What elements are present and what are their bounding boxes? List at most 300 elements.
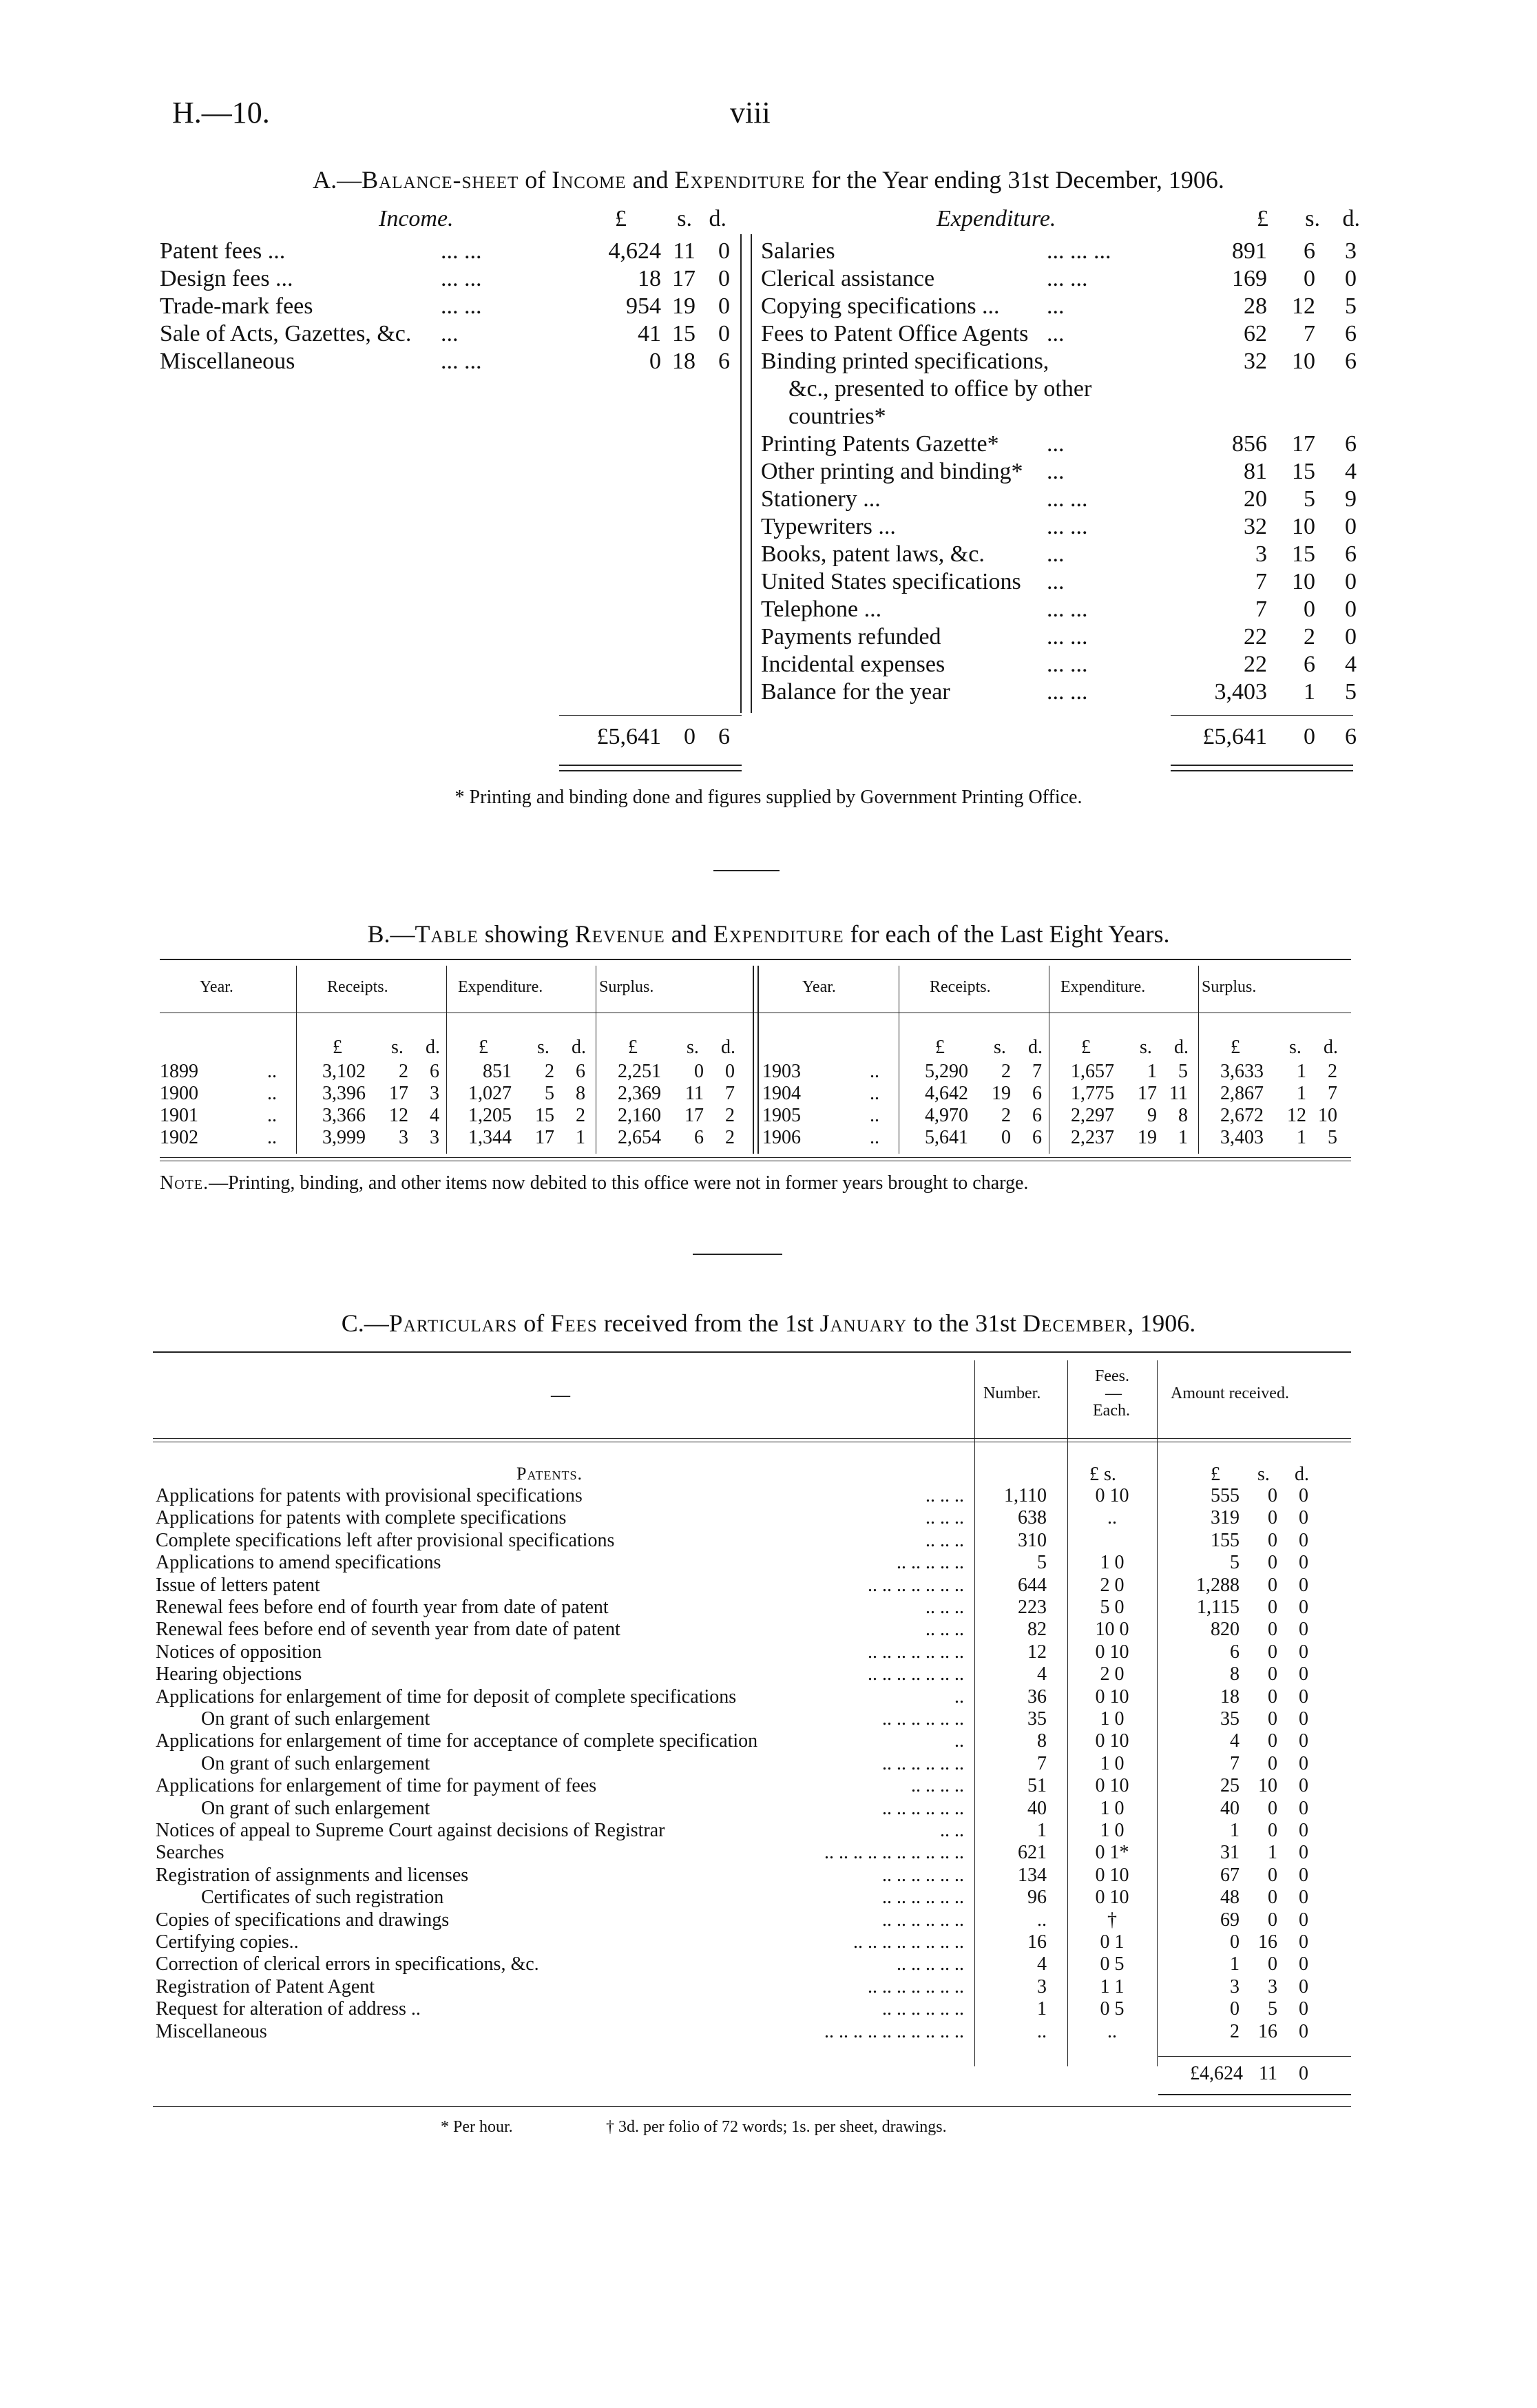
income-pence: 6 — [718, 349, 730, 374]
fee-item-dots: .. — [954, 1730, 964, 1752]
expenditure-dots: ... — [1047, 569, 1065, 594]
expenditure-label: Books, patent laws, &c. — [761, 541, 985, 567]
lsd-header-shilling: s. — [687, 1037, 699, 1058]
expenditure-total-pounds: £5,641 — [1202, 724, 1267, 749]
expenditure-label: Other printing and binding* — [761, 459, 1023, 484]
table-dots: .. — [267, 1083, 277, 1104]
table-pence: 2 — [725, 1127, 735, 1148]
expenditure-pounds: 20 — [1244, 486, 1267, 512]
fee-item-label: Registration of Patent Agent — [156, 1976, 375, 1997]
table-pounds: 3,999 — [322, 1127, 366, 1148]
table-pounds: 4,642 — [925, 1083, 968, 1104]
expenditure-pounds: 891 — [1232, 238, 1267, 264]
fee-item-pence: 0 — [1299, 1730, 1308, 1752]
fee-item-pence: 0 — [1299, 1753, 1308, 1774]
fee-item-each: 0 10 — [1095, 1730, 1129, 1752]
fee-item-number: 12 — [1027, 1641, 1047, 1663]
fee-item-each: 1 0 — [1100, 1798, 1125, 1819]
fee-item-shillings: 0 — [1268, 1641, 1277, 1663]
fee-item-each: 1 0 — [1100, 1820, 1125, 1841]
fee-item-dots: .. .. .. .. .. .. .. .. .. .. — [824, 2021, 964, 2042]
table-pence: 10 — [1318, 1105, 1337, 1126]
expenditure-lsd-header: £ — [1257, 206, 1268, 231]
income-shillings: 17 — [672, 266, 696, 291]
header-amount: Amount received. — [1171, 1384, 1289, 1402]
income-label: Patent fees ... — [160, 238, 286, 264]
income-total-shillings: 0 — [684, 724, 696, 749]
fee-item-shillings: 0 — [1268, 1909, 1277, 1931]
fee-item-each: 0 10 — [1095, 1887, 1129, 1908]
table-dots: .. — [267, 1127, 277, 1148]
table-column-rule — [1157, 1360, 1158, 2066]
income-heading: Income. — [379, 206, 454, 231]
table-pence: 6 — [1032, 1083, 1042, 1104]
table-header-expenditure: Expenditure. — [1060, 978, 1146, 996]
fee-item-pounds: 5 — [1230, 1552, 1240, 1573]
expenditure-pence: 4 — [1345, 652, 1357, 677]
income-pounds: 4,624 — [608, 238, 661, 264]
table-header-surplus: Surplus. — [599, 978, 654, 996]
income-pence: 0 — [718, 266, 730, 291]
table-year: 1900 — [160, 1083, 198, 1104]
fee-item-pence: 0 — [1299, 1663, 1308, 1685]
table-pence: 5 — [1328, 1127, 1337, 1148]
fee-item-pounds: 8 — [1230, 1663, 1240, 1685]
table-dots: .. — [267, 1105, 277, 1126]
expenditure-dots: ... ... — [1047, 652, 1088, 677]
expenditure-label: United States specifications — [761, 569, 1021, 594]
table-pounds: 1,027 — [468, 1083, 512, 1104]
expenditure-pence: 5 — [1345, 293, 1357, 319]
table-column-rule — [974, 1360, 975, 2066]
fee-item-pence: 0 — [1299, 1865, 1308, 1886]
expenditure-dots: ... ... — [1047, 486, 1088, 512]
fee-item-each: † — [1107, 1909, 1117, 1931]
fee-item-dots: .. .. .. — [926, 1485, 964, 1506]
income-total-pounds: £5,641 — [596, 724, 661, 749]
fee-item-dots: .. .. .. — [926, 1507, 964, 1528]
fee-item-each: 1 1 — [1100, 1976, 1125, 1997]
expenditure-pence: 6 — [1345, 541, 1357, 567]
income-lsd-header: £ — [615, 206, 627, 231]
fee-item-pounds: 1 — [1230, 1820, 1240, 1841]
fee-item-label: Request for alteration of address .. — [156, 1998, 421, 2020]
expenditure-total-pence: 6 — [1345, 724, 1357, 749]
expenditure-pence: 0 — [1345, 624, 1357, 650]
expenditure-shillings: 5 — [1304, 486, 1315, 512]
expenditure-dots: ... — [1047, 431, 1065, 457]
header-fees-dash: — — [1105, 1384, 1122, 1402]
fee-item-pounds: 1,288 — [1196, 1575, 1240, 1596]
expenditure-pounds: 32 — [1244, 349, 1267, 374]
expenditure-shillings: 0 — [1304, 596, 1315, 622]
table-shillings: 1 — [1297, 1061, 1306, 1082]
fee-item-dots: .. .. .. — [926, 1619, 964, 1640]
fee-item-dots: .. .. .. .. .. .. .. .. — [853, 1931, 964, 1953]
fee-item-dots: .. .. .. .. .. .. — [882, 1887, 964, 1908]
fee-item-shillings: 0 — [1268, 1730, 1277, 1752]
table-pence: 2 — [1328, 1061, 1337, 1082]
table-pence: 8 — [1178, 1105, 1188, 1126]
fee-item-dots: .. .. .. .. .. .. .. — [868, 1976, 964, 1997]
table-pence: 6 — [1032, 1105, 1042, 1126]
table-shillings: 0 — [1001, 1127, 1011, 1148]
expenditure-pence: 0 — [1345, 569, 1357, 594]
income-shillings: 11 — [673, 238, 696, 264]
fee-item-each: 0 5 — [1100, 1953, 1125, 1975]
expenditure-dots: ... ... — [1047, 266, 1088, 291]
fee-item-number: 644 — [1018, 1575, 1047, 1596]
fee-item-number: .. — [1037, 1909, 1047, 1931]
table-shillings: 1 — [1297, 1127, 1306, 1148]
fee-item-pounds: 1,115 — [1197, 1597, 1240, 1618]
table-year: 1903 — [762, 1061, 801, 1082]
fee-item-number: 16 — [1027, 1931, 1047, 1953]
section-c-title: C.—Particulars of Fees received from the 1st January to the 31st December, 1906. — [341, 1309, 1196, 1337]
expenditure-dots: ... ... — [1047, 596, 1088, 622]
expenditure-label: Stationery ... — [761, 486, 881, 512]
expenditure-dots: ... — [1047, 541, 1065, 567]
fee-item-shillings: 10 — [1258, 1775, 1277, 1796]
table-header-expenditure: Expenditure. — [458, 978, 543, 996]
expenditure-label: &c., presented to office by other — [788, 376, 1092, 402]
fee-item-pence: 0 — [1299, 1597, 1308, 1618]
expenditure-total-shillings: 0 — [1304, 724, 1315, 749]
expenditure-pounds: 62 — [1244, 321, 1267, 346]
income-pounds: 18 — [638, 266, 661, 291]
expenditure-pounds: 81 — [1244, 459, 1267, 484]
expenditure-label: Balance for the year — [761, 679, 950, 705]
fee-item-pounds: 25 — [1220, 1775, 1240, 1796]
table-shillings: 5 — [545, 1083, 554, 1104]
fee-item-pence: 0 — [1299, 1708, 1308, 1730]
section-a-footnote: * Printing and binding done and figures supplied by Government Printing Office. — [454, 787, 1083, 808]
table-pence: 1 — [1178, 1127, 1188, 1148]
table-rule — [153, 1351, 1351, 1353]
table-pounds: 5,641 — [925, 1127, 968, 1148]
table-shillings: 1 — [1297, 1083, 1306, 1104]
table-year: 1905 — [762, 1105, 801, 1126]
fee-item-pence: 0 — [1299, 1641, 1308, 1663]
fee-item-pounds: 7 — [1230, 1753, 1240, 1774]
fee-item-dots: .. — [954, 1686, 964, 1708]
income-pounds: 41 — [638, 321, 661, 346]
fee-item-shillings: 0 — [1268, 1753, 1277, 1774]
expenditure-shillings: 12 — [1292, 293, 1315, 319]
fee-item-number: 621 — [1018, 1842, 1047, 1863]
lsd-header-pence: d. — [426, 1037, 440, 1058]
table-pounds: 3,633 — [1220, 1061, 1264, 1082]
expenditure-pounds: 22 — [1244, 652, 1267, 677]
income-dots: ... — [441, 321, 459, 346]
fee-item-shillings: 0 — [1268, 1619, 1277, 1640]
fee-item-dots: .. .. .. .. .. .. — [882, 1909, 964, 1931]
expenditure-label: countries* — [788, 404, 886, 429]
income-label: Trade-mark fees — [160, 293, 313, 319]
expenditure-dots: ... ... — [1047, 679, 1088, 705]
income-dots: ... ... — [441, 238, 482, 264]
fee-item-pounds: 6 — [1230, 1641, 1240, 1663]
expenditure-shillings: 15 — [1292, 459, 1315, 484]
amount-total-shillings: 11 — [1259, 2063, 1277, 2084]
fee-item-shillings: 0 — [1268, 1953, 1277, 1975]
table-pence: 7 — [725, 1083, 735, 1104]
expenditure-lsd-header: s. — [1305, 206, 1320, 231]
table-shillings: 3 — [399, 1127, 408, 1148]
fee-item-each: 0 10 — [1095, 1865, 1129, 1886]
fee-item-number: 1,110 — [1004, 1485, 1047, 1506]
table-shillings: 17 — [535, 1127, 554, 1148]
expenditure-shillings: 10 — [1292, 349, 1315, 374]
fee-item-pounds: 555 — [1211, 1485, 1240, 1506]
fee-item-pence: 0 — [1299, 1953, 1308, 1975]
fee-item-label: Applications to amend specifications — [156, 1552, 441, 1573]
table-shillings: 12 — [389, 1105, 408, 1126]
fee-item-number: 7 — [1037, 1753, 1047, 1774]
expenditure-shillings: 0 — [1304, 266, 1315, 291]
table-pence: 3 — [430, 1083, 439, 1104]
income-shillings: 15 — [672, 321, 696, 346]
lsd-header-pence: d. — [721, 1037, 735, 1058]
table-year: 1906 — [762, 1127, 801, 1148]
lsd-header-shilling: s. — [994, 1037, 1006, 1058]
table-pence: 5 — [1178, 1061, 1188, 1082]
table-pence: 7 — [1032, 1061, 1042, 1082]
table-pounds: 2,867 — [1220, 1083, 1264, 1104]
table-bottom-rule — [153, 2106, 1351, 2107]
fee-item-number: 36 — [1027, 1686, 1047, 1708]
table-shillings: 11 — [685, 1083, 704, 1104]
fee-item-number: 35 — [1027, 1708, 1047, 1730]
fee-item-label: On grant of such enlargement — [201, 1753, 430, 1774]
table-pence: 0 — [725, 1061, 735, 1082]
fee-item-dots: .. .. .. .. .. — [897, 1552, 964, 1573]
fee-item-number: 4 — [1037, 1953, 1047, 1975]
fee-item-number: 223 — [1018, 1597, 1047, 1618]
fee-item-number: 1 — [1037, 1820, 1047, 1841]
table-bottom-rule — [1158, 2094, 1351, 2095]
fee-item-label: Hearing objections — [156, 1663, 302, 1685]
income-dots: ... ... — [441, 293, 482, 319]
fee-item-label: Renewal fees before end of seventh year from date of patent — [156, 1619, 620, 1640]
fee-item-dots: .. .. .. .. .. .. .. .. .. .. — [824, 1842, 964, 1863]
fee-item-dots: .. .. .. — [926, 1597, 964, 1618]
header-fees: Fees. — [1095, 1367, 1129, 1385]
income-pence: 0 — [718, 321, 730, 346]
fee-item-number: 51 — [1027, 1775, 1047, 1796]
fee-item-each: 0 10 — [1095, 1641, 1129, 1663]
lsd-header-shilling: s. — [1289, 1037, 1301, 1058]
table-pounds: 3,366 — [322, 1105, 366, 1126]
fee-item-pence: 0 — [1299, 1552, 1308, 1573]
fee-item-number: 4 — [1037, 1663, 1047, 1685]
income-total-pence: 6 — [718, 724, 730, 749]
table-pence: 4 — [430, 1105, 439, 1126]
table-header-receipts: Receipts. — [327, 978, 388, 996]
table-shillings: 17 — [1138, 1083, 1157, 1104]
fee-item-label: Issue of letters patent — [156, 1575, 320, 1596]
fee-item-label: On grant of such enlargement — [201, 1708, 430, 1730]
fee-item-each: 0 10 — [1095, 1485, 1129, 1506]
fee-item-pounds: 35 — [1220, 1708, 1240, 1730]
table-pence: 3 — [430, 1127, 439, 1148]
expenditure-label: Incidental expenses — [761, 652, 945, 677]
expenditure-label: Printing Patents Gazette* — [761, 431, 999, 457]
fee-item-label: Complete specifications left after provisional specifications — [156, 1530, 615, 1551]
fee-item-pounds: 0 — [1230, 1931, 1240, 1953]
fee-item-shillings: 0 — [1268, 1708, 1277, 1730]
table-pounds: 5,290 — [925, 1061, 968, 1082]
fee-item-pence: 0 — [1299, 1842, 1308, 1863]
fee-item-label: Registration of assignments and licenses — [156, 1865, 469, 1886]
fee-item-label: Applications for enlargement of time for deposit of complete specifications — [156, 1686, 737, 1708]
fee-item-label: Searches — [156, 1842, 224, 1863]
fee-item-each: 10 0 — [1095, 1619, 1129, 1640]
table-pounds: 2,369 — [618, 1083, 661, 1104]
fee-item-number: 82 — [1027, 1619, 1047, 1640]
fee-item-shillings: 16 — [1258, 2021, 1277, 2042]
fee-item-shillings: 0 — [1268, 1485, 1277, 1506]
table-pence: 8 — [576, 1083, 585, 1104]
fee-item-dots: .. .. .. .. .. .. .. — [868, 1575, 964, 1596]
fee-item-pounds: 40 — [1220, 1798, 1240, 1819]
fee-item-each: 0 10 — [1095, 1686, 1129, 1708]
fee-item-pounds: 4 — [1230, 1730, 1240, 1752]
fee-item-dots: .. .. .. .. .. .. .. — [868, 1641, 964, 1663]
table-dots: .. — [870, 1127, 879, 1148]
fee-item-dots: .. .. .. .. .. .. — [882, 1708, 964, 1730]
fee-item-shillings: 0 — [1268, 1663, 1277, 1685]
expenditure-dots: ... — [1047, 459, 1065, 484]
table-year: 1901 — [160, 1105, 198, 1126]
fee-item-pounds: 0 — [1230, 1998, 1240, 2020]
income-lsd-header: s. — [677, 206, 692, 231]
expenditure-label: Typewriters ... — [761, 514, 896, 539]
lsd-header-pence: d. — [1174, 1037, 1189, 1058]
table-shillings: 0 — [694, 1061, 704, 1082]
table-pence: 11 — [1169, 1083, 1188, 1104]
table-pence: 6 — [576, 1061, 585, 1082]
fee-item-shillings: 0 — [1268, 1552, 1277, 1573]
fee-item-label: Applications for enlargement of time for acceptance of complete specification — [156, 1730, 758, 1752]
table-pounds: 851 — [483, 1061, 512, 1082]
table-pence: 6 — [1032, 1127, 1042, 1148]
fee-item-dots: .. .. .. .. .. .. .. — [868, 1663, 964, 1685]
table-pounds: 2,654 — [618, 1127, 661, 1148]
expenditure-pence: 6 — [1345, 349, 1357, 374]
fee-item-number: 40 — [1027, 1798, 1047, 1819]
fee-item-each: 1 0 — [1100, 1753, 1125, 1774]
table-pence: 7 — [1328, 1083, 1337, 1104]
expenditure-pence: 0 — [1345, 596, 1357, 622]
amount-unit-shilling: s. — [1257, 1464, 1270, 1485]
fee-item-dots: .. .. .. — [926, 1530, 964, 1551]
fee-item-each: 2 0 — [1100, 1575, 1125, 1596]
lsd-header-shilling: s. — [537, 1037, 550, 1058]
expenditure-label: Salaries — [761, 238, 835, 264]
fee-item-pence: 0 — [1299, 1798, 1308, 1819]
fee-item-shillings: 0 — [1268, 1686, 1277, 1708]
table-shillings: 17 — [684, 1105, 704, 1126]
fee-item-label: Miscellaneous — [156, 2021, 267, 2042]
expenditure-shillings: 6 — [1304, 238, 1315, 264]
table-header-receipts: Receipts. — [930, 978, 991, 996]
expenditure-pounds: 28 — [1244, 293, 1267, 319]
expenditure-pence: 5 — [1345, 679, 1357, 705]
table-shillings: 6 — [694, 1127, 704, 1148]
fee-item-pounds: 820 — [1211, 1619, 1240, 1640]
fee-item-pence: 0 — [1299, 1887, 1308, 1908]
table-year: 1904 — [762, 1083, 801, 1104]
income-dots: ... ... — [441, 349, 482, 374]
fee-item-pence: 0 — [1299, 1998, 1308, 2020]
expenditure-shillings: 6 — [1304, 652, 1315, 677]
income-dots: ... ... — [441, 266, 482, 291]
table-shillings: 2 — [1001, 1105, 1011, 1126]
header-number: Number. — [983, 1384, 1041, 1402]
fee-item-shillings: 0 — [1268, 1597, 1277, 1618]
fee-item-label: Certifying copies.. — [156, 1931, 299, 1953]
fee-item-dots: .. .. .. .. .. .. — [882, 1998, 964, 2020]
fee-item-each: 0 1* — [1095, 1842, 1129, 1863]
table-pounds: 2,297 — [1071, 1105, 1114, 1126]
table-shillings: 2 — [399, 1061, 408, 1082]
fee-item-number: 5 — [1037, 1552, 1047, 1573]
table-shillings: 17 — [389, 1083, 408, 1104]
income-pence: 0 — [718, 238, 730, 264]
expenditure-lsd-header: d. — [1342, 206, 1360, 231]
expenditure-label: Clerical assistance — [761, 266, 935, 291]
table-shillings: 19 — [1138, 1127, 1157, 1148]
table-dots: .. — [870, 1061, 879, 1082]
fee-item-pounds: 69 — [1220, 1909, 1240, 1931]
fee-item-shillings: 0 — [1268, 1530, 1277, 1551]
fee-item-pounds: 18 — [1220, 1686, 1240, 1708]
fee-item-number: 638 — [1018, 1507, 1047, 1528]
fee-item-label: Applications for patents with complete specifications — [156, 1507, 567, 1528]
table-dots: .. — [870, 1083, 879, 1104]
fee-item-pounds: 67 — [1220, 1865, 1240, 1886]
amount-total-pence: 0 — [1299, 2063, 1308, 2084]
fee-item-number: .. — [1037, 2021, 1047, 2042]
fee-item-each: 0 10 — [1095, 1775, 1129, 1796]
expenditure-dots: ... ... — [1047, 514, 1088, 539]
fee-item-each: 1 0 — [1100, 1552, 1125, 1573]
fee-item-each: 1 0 — [1100, 1708, 1125, 1730]
expenditure-shillings: 10 — [1292, 569, 1315, 594]
income-pounds: 0 — [649, 349, 661, 374]
expenditure-pounds: 3,403 — [1214, 679, 1267, 705]
fee-item-pence: 0 — [1299, 1575, 1308, 1596]
fee-item-shillings: 0 — [1268, 1798, 1277, 1819]
lsd-header-pound: £ — [1081, 1037, 1091, 1058]
expenditure-pence: 6 — [1345, 431, 1357, 457]
fee-item-number: 96 — [1027, 1887, 1047, 1908]
table-pence: 2 — [725, 1105, 735, 1126]
expenditure-pounds: 7 — [1255, 596, 1267, 622]
table-pounds: 3,396 — [322, 1083, 366, 1104]
table-year: 1902 — [160, 1127, 198, 1148]
table-pounds: 1,775 — [1071, 1083, 1114, 1104]
expenditure-dots: ... — [1047, 321, 1065, 346]
fee-item-number: 310 — [1018, 1530, 1047, 1551]
fee-item-label: Renewal fees before end of fourth year from date of patent — [156, 1597, 609, 1618]
table-column-rule — [1067, 1360, 1068, 2066]
amount-total-rule — [1158, 2056, 1351, 2057]
fee-item-label: Applications for patents with provisional specifications — [156, 1485, 583, 1506]
expenditure-label: Fees to Patent Office Agents — [761, 321, 1029, 346]
lsd-header-pence: d. — [572, 1037, 586, 1058]
